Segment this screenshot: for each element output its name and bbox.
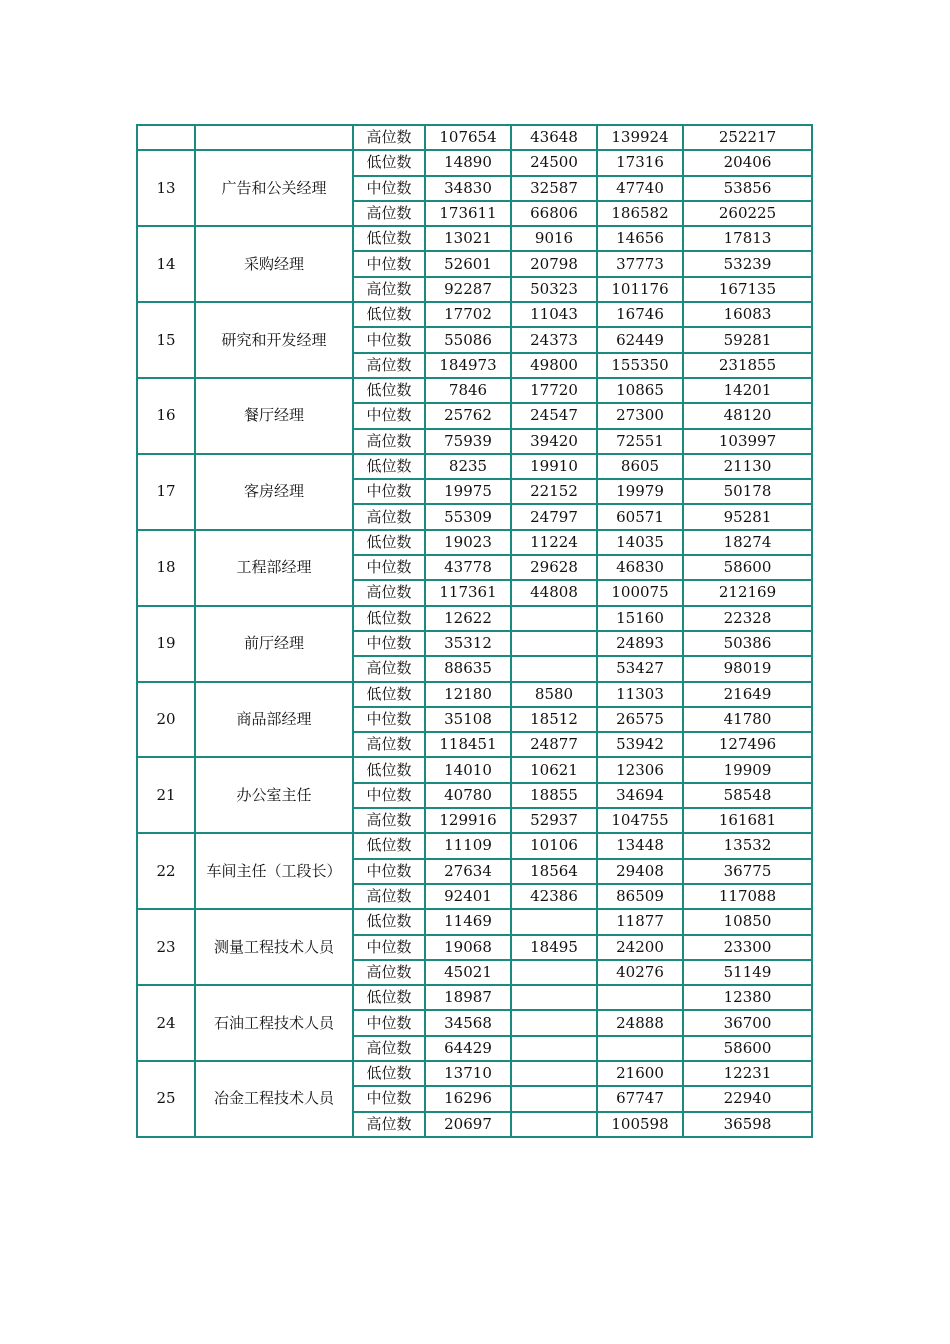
value-cell: 44808 — [511, 580, 597, 605]
job-title-cell: 前厅经理 — [195, 606, 353, 682]
value-cell: 52937 — [511, 808, 597, 833]
value-cell: 60571 — [597, 504, 683, 529]
value-cell: 11877 — [597, 909, 683, 934]
value-cell: 21600 — [597, 1061, 683, 1086]
percentile-level-cell: 低位数 — [353, 454, 425, 479]
percentile-level-cell: 中位数 — [353, 403, 425, 428]
value-cell: 11109 — [425, 833, 511, 858]
table-row — [137, 454, 812, 479]
value-cell: 10850 — [683, 909, 812, 934]
value-cell: 35312 — [425, 631, 511, 656]
value-cell: 117361 — [425, 580, 511, 605]
value-cell — [511, 1036, 597, 1061]
value-cell: 40276 — [597, 960, 683, 985]
value-cell: 8235 — [425, 454, 511, 479]
value-cell: 53942 — [597, 732, 683, 757]
job-number-cell — [137, 125, 195, 150]
job-number-cell: 19 — [137, 606, 195, 682]
value-cell: 32587 — [511, 176, 597, 201]
job-title-cell: 测量工程技术人员 — [195, 909, 353, 985]
value-cell: 11303 — [597, 682, 683, 707]
value-cell: 184973 — [425, 353, 511, 378]
value-cell: 21649 — [683, 682, 812, 707]
job-title-cell: 研究和开发经理 — [195, 302, 353, 378]
value-cell: 155350 — [597, 353, 683, 378]
job-number-cell: 14 — [137, 226, 195, 302]
value-cell: 8580 — [511, 682, 597, 707]
job-number-cell: 22 — [137, 833, 195, 909]
value-cell: 11224 — [511, 530, 597, 555]
percentile-level-cell: 高位数 — [353, 1112, 425, 1137]
value-cell: 24500 — [511, 150, 597, 175]
value-cell — [511, 656, 597, 681]
value-cell: 18495 — [511, 935, 597, 960]
table-row — [137, 125, 812, 150]
value-cell: 47740 — [597, 176, 683, 201]
percentile-level-cell: 中位数 — [353, 631, 425, 656]
value-cell: 88635 — [425, 656, 511, 681]
table-row — [137, 682, 812, 707]
value-cell: 92401 — [425, 884, 511, 909]
value-cell: 21130 — [683, 454, 812, 479]
value-cell: 11469 — [425, 909, 511, 934]
value-cell: 75939 — [425, 429, 511, 454]
value-cell: 100075 — [597, 580, 683, 605]
value-cell: 29408 — [597, 859, 683, 884]
percentile-level-cell: 低位数 — [353, 757, 425, 782]
job-number-cell: 24 — [137, 985, 195, 1061]
value-cell: 10621 — [511, 757, 597, 782]
percentile-level-cell: 高位数 — [353, 808, 425, 833]
value-cell: 53856 — [683, 176, 812, 201]
value-cell: 18512 — [511, 707, 597, 732]
value-cell: 64429 — [425, 1036, 511, 1061]
value-cell: 36598 — [683, 1112, 812, 1137]
value-cell: 59281 — [683, 327, 812, 352]
value-cell: 46830 — [597, 555, 683, 580]
table-row — [137, 757, 812, 782]
value-cell: 19979 — [597, 479, 683, 504]
job-number-cell: 16 — [137, 378, 195, 454]
value-cell: 24547 — [511, 403, 597, 428]
value-cell: 13021 — [425, 226, 511, 251]
percentile-level-cell: 中位数 — [353, 1086, 425, 1111]
percentile-level-cell: 中位数 — [353, 1010, 425, 1035]
value-cell — [511, 631, 597, 656]
value-cell: 40780 — [425, 783, 511, 808]
percentile-level-cell: 高位数 — [353, 429, 425, 454]
percentile-level-cell: 中位数 — [353, 251, 425, 276]
value-cell: 186582 — [597, 201, 683, 226]
value-cell: 37773 — [597, 251, 683, 276]
value-cell: 20697 — [425, 1112, 511, 1137]
value-cell: 103997 — [683, 429, 812, 454]
table-row — [137, 1061, 812, 1086]
value-cell: 127496 — [683, 732, 812, 757]
percentile-level-cell: 高位数 — [353, 504, 425, 529]
value-cell: 19909 — [683, 757, 812, 782]
job-title-cell: 采购经理 — [195, 226, 353, 302]
value-cell: 16083 — [683, 302, 812, 327]
value-cell: 104755 — [597, 808, 683, 833]
value-cell: 24200 — [597, 935, 683, 960]
value-cell: 22328 — [683, 606, 812, 631]
percentile-level-cell: 低位数 — [353, 1061, 425, 1086]
value-cell: 11043 — [511, 302, 597, 327]
job-title-cell: 客房经理 — [195, 454, 353, 530]
value-cell: 161681 — [683, 808, 812, 833]
value-cell: 10106 — [511, 833, 597, 858]
value-cell: 19975 — [425, 479, 511, 504]
value-cell: 86509 — [597, 884, 683, 909]
table-row — [137, 909, 812, 934]
value-cell: 25762 — [425, 403, 511, 428]
value-cell: 49800 — [511, 353, 597, 378]
value-cell: 35108 — [425, 707, 511, 732]
value-cell: 17702 — [425, 302, 511, 327]
value-cell: 41780 — [683, 707, 812, 732]
value-cell — [511, 960, 597, 985]
percentile-level-cell: 低位数 — [353, 530, 425, 555]
table-row — [137, 226, 812, 251]
value-cell: 24893 — [597, 631, 683, 656]
value-cell: 17720 — [511, 378, 597, 403]
value-cell: 101176 — [597, 277, 683, 302]
value-cell: 39420 — [511, 429, 597, 454]
value-cell: 117088 — [683, 884, 812, 909]
value-cell: 14035 — [597, 530, 683, 555]
value-cell: 167135 — [683, 277, 812, 302]
value-cell: 212169 — [683, 580, 812, 605]
value-cell: 42386 — [511, 884, 597, 909]
value-cell: 98019 — [683, 656, 812, 681]
percentile-level-cell: 中位数 — [353, 479, 425, 504]
job-title-cell: 广告和公关经理 — [195, 150, 353, 226]
value-cell: 16296 — [425, 1086, 511, 1111]
percentile-level-cell: 高位数 — [353, 732, 425, 757]
value-cell: 18855 — [511, 783, 597, 808]
percentile-level-cell: 低位数 — [353, 909, 425, 934]
job-title-cell: 商品部经理 — [195, 682, 353, 758]
value-cell: 34568 — [425, 1010, 511, 1035]
value-cell — [511, 985, 597, 1010]
value-cell: 17813 — [683, 226, 812, 251]
value-cell: 36775 — [683, 859, 812, 884]
percentile-level-cell: 中位数 — [353, 859, 425, 884]
value-cell: 17316 — [597, 150, 683, 175]
value-cell: 67747 — [597, 1086, 683, 1111]
value-cell: 51149 — [683, 960, 812, 985]
value-cell: 24373 — [511, 327, 597, 352]
percentile-level-cell: 高位数 — [353, 125, 425, 150]
value-cell — [511, 909, 597, 934]
value-cell: 27300 — [597, 403, 683, 428]
value-cell: 10865 — [597, 378, 683, 403]
value-cell: 252217 — [683, 125, 812, 150]
percentile-level-cell: 高位数 — [353, 656, 425, 681]
value-cell: 14010 — [425, 757, 511, 782]
percentile-level-cell: 中位数 — [353, 783, 425, 808]
percentile-level-cell: 高位数 — [353, 1036, 425, 1061]
value-cell: 13532 — [683, 833, 812, 858]
percentile-level-cell: 低位数 — [353, 226, 425, 251]
value-cell — [511, 1061, 597, 1086]
value-cell — [597, 1036, 683, 1061]
value-cell: 24888 — [597, 1010, 683, 1035]
value-cell — [511, 606, 597, 631]
percentile-level-cell: 低位数 — [353, 682, 425, 707]
value-cell: 34694 — [597, 783, 683, 808]
value-cell: 20406 — [683, 150, 812, 175]
percentile-level-cell: 高位数 — [353, 201, 425, 226]
value-cell: 50178 — [683, 479, 812, 504]
table-row — [137, 378, 812, 403]
percentile-level-cell: 中位数 — [353, 176, 425, 201]
job-title-cell: 餐厅经理 — [195, 378, 353, 454]
value-cell: 26575 — [597, 707, 683, 732]
value-cell: 58600 — [683, 555, 812, 580]
job-title-cell: 石油工程技术人员 — [195, 985, 353, 1061]
value-cell: 45021 — [425, 960, 511, 985]
percentile-level-cell: 中位数 — [353, 935, 425, 960]
value-cell: 16746 — [597, 302, 683, 327]
value-cell: 52601 — [425, 251, 511, 276]
value-cell: 12306 — [597, 757, 683, 782]
value-cell: 12180 — [425, 682, 511, 707]
value-cell: 36700 — [683, 1010, 812, 1035]
value-cell: 50323 — [511, 277, 597, 302]
value-cell: 8605 — [597, 454, 683, 479]
value-cell: 95281 — [683, 504, 812, 529]
table-row — [137, 985, 812, 1010]
value-cell: 50386 — [683, 631, 812, 656]
value-cell: 22152 — [511, 479, 597, 504]
value-cell: 118451 — [425, 732, 511, 757]
value-cell: 24877 — [511, 732, 597, 757]
value-cell: 18564 — [511, 859, 597, 884]
value-cell: 22940 — [683, 1086, 812, 1111]
percentile-level-cell: 高位数 — [353, 580, 425, 605]
value-cell: 173611 — [425, 201, 511, 226]
value-cell: 9016 — [511, 226, 597, 251]
percentile-level-cell: 低位数 — [353, 985, 425, 1010]
value-cell — [511, 1086, 597, 1111]
value-cell: 53239 — [683, 251, 812, 276]
table-row — [137, 833, 812, 858]
value-cell: 19910 — [511, 454, 597, 479]
value-cell: 260225 — [683, 201, 812, 226]
value-cell: 43778 — [425, 555, 511, 580]
percentile-level-cell: 高位数 — [353, 960, 425, 985]
value-cell — [511, 1010, 597, 1035]
value-cell: 58548 — [683, 783, 812, 808]
job-title-cell: 办公室主任 — [195, 757, 353, 833]
value-cell: 55309 — [425, 504, 511, 529]
value-cell: 12380 — [683, 985, 812, 1010]
value-cell: 20798 — [511, 251, 597, 276]
value-cell: 23300 — [683, 935, 812, 960]
job-number-cell: 17 — [137, 454, 195, 530]
value-cell: 92287 — [425, 277, 511, 302]
value-cell: 62449 — [597, 327, 683, 352]
value-cell: 34830 — [425, 176, 511, 201]
percentile-level-cell: 低位数 — [353, 302, 425, 327]
percentile-level-cell: 中位数 — [353, 707, 425, 732]
value-cell: 66806 — [511, 201, 597, 226]
percentile-level-cell: 低位数 — [353, 378, 425, 403]
value-cell: 139924 — [597, 125, 683, 150]
job-title-cell: 车间主任（工段长） — [195, 833, 353, 909]
value-cell: 129916 — [425, 808, 511, 833]
job-number-cell: 25 — [137, 1061, 195, 1137]
value-cell: 53427 — [597, 656, 683, 681]
value-cell — [597, 985, 683, 1010]
value-cell: 107654 — [425, 125, 511, 150]
job-title-cell: 工程部经理 — [195, 530, 353, 606]
percentile-level-cell: 中位数 — [353, 555, 425, 580]
value-cell: 48120 — [683, 403, 812, 428]
value-cell: 15160 — [597, 606, 683, 631]
table-row — [137, 530, 812, 555]
percentile-level-cell: 低位数 — [353, 606, 425, 631]
percentile-level-cell: 中位数 — [353, 327, 425, 352]
value-cell: 19023 — [425, 530, 511, 555]
value-cell: 58600 — [683, 1036, 812, 1061]
job-number-cell: 18 — [137, 530, 195, 606]
percentile-level-cell: 高位数 — [353, 277, 425, 302]
value-cell: 19068 — [425, 935, 511, 960]
value-cell: 12231 — [683, 1061, 812, 1086]
value-cell: 12622 — [425, 606, 511, 631]
value-cell: 13710 — [425, 1061, 511, 1086]
value-cell: 55086 — [425, 327, 511, 352]
value-cell: 43648 — [511, 125, 597, 150]
job-number-cell: 13 — [137, 150, 195, 226]
value-cell — [511, 1112, 597, 1137]
table-row — [137, 302, 812, 327]
value-cell: 18987 — [425, 985, 511, 1010]
value-cell: 7846 — [425, 378, 511, 403]
value-cell: 24797 — [511, 504, 597, 529]
percentile-level-cell: 高位数 — [353, 353, 425, 378]
value-cell: 14890 — [425, 150, 511, 175]
percentile-level-cell: 低位数 — [353, 150, 425, 175]
value-cell: 72551 — [597, 429, 683, 454]
job-number-cell: 23 — [137, 909, 195, 985]
job-title-cell: 冶金工程技术人员 — [195, 1061, 353, 1137]
job-title-cell — [195, 125, 353, 150]
table-row — [137, 606, 812, 631]
job-number-cell: 21 — [137, 757, 195, 833]
salary-table — [136, 124, 813, 1138]
value-cell: 231855 — [683, 353, 812, 378]
value-cell: 18274 — [683, 530, 812, 555]
value-cell: 29628 — [511, 555, 597, 580]
percentile-level-cell: 高位数 — [353, 884, 425, 909]
percentile-level-cell: 低位数 — [353, 833, 425, 858]
table-body — [137, 125, 812, 1137]
table-row — [137, 150, 812, 175]
value-cell: 14201 — [683, 378, 812, 403]
job-number-cell: 15 — [137, 302, 195, 378]
value-cell: 14656 — [597, 226, 683, 251]
value-cell: 13448 — [597, 833, 683, 858]
value-cell: 100598 — [597, 1112, 683, 1137]
job-number-cell: 20 — [137, 682, 195, 758]
value-cell: 27634 — [425, 859, 511, 884]
